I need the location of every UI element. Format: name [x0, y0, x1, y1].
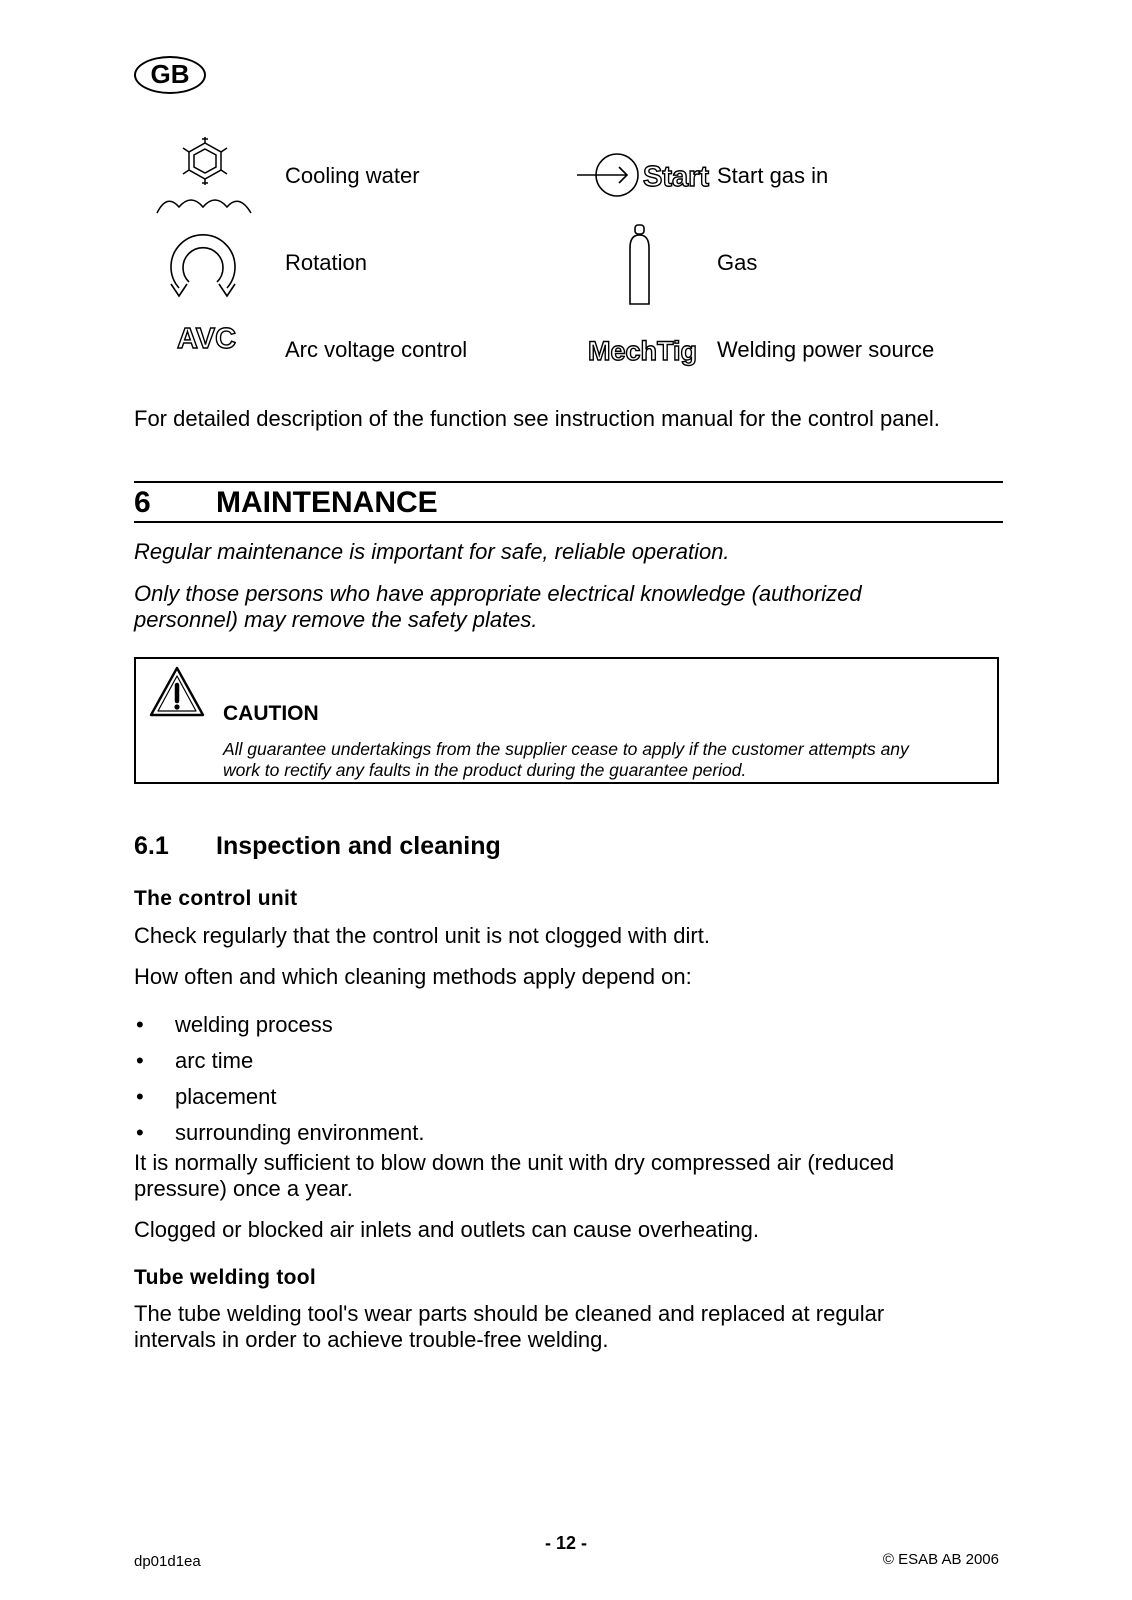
bullet-dot: •	[136, 1084, 144, 1109]
caution-text-line1: All guarantee undertakings from the supplier cease to apply if the customer attempts any	[223, 739, 909, 759]
control-unit-heading: The control unit	[134, 887, 298, 910]
section-6-title: MAINTENANCE	[216, 486, 438, 519]
start-icon-text: Start	[643, 161, 710, 193]
bullet-item: surrounding environment.	[175, 1120, 425, 1145]
bullet-dot: •	[136, 1120, 144, 1145]
authorized-personnel-line2: personnel) may remove the safety plates.	[134, 607, 538, 632]
tube-welding-tool-para-line1: The tube welding tool's wear parts should be cleaned and replaced at regular	[134, 1301, 885, 1326]
control-unit-para2: How often and which cleaning methods apply depend on:	[134, 964, 692, 989]
caution-text-line2: work to rectify any faults in the product during the guarantee period.	[223, 760, 747, 780]
country-badge: GB	[134, 56, 206, 94]
section-rule-bottom	[134, 521, 1003, 523]
mechtig-icon	[588, 330, 698, 370]
rotation-label: Rotation	[285, 250, 367, 275]
copyright-notice: © ESAB AB 2006	[882, 1551, 999, 1568]
gas-label: Gas	[717, 250, 758, 275]
bullet-item: welding process	[175, 1012, 333, 1037]
start-gas-in-icon	[575, 150, 710, 200]
page-number: - 12 -	[544, 1533, 587, 1553]
control-unit-para3-line1: It is normally sufficient to blow down the unit with dry compressed air (reduced	[134, 1150, 895, 1175]
intro-text: For detailed description of the function see instruction manual for the control panel.	[134, 406, 940, 431]
section-rule-top	[134, 481, 1003, 483]
control-unit-para4: Clogged or blocked air inlets and outlets can cause overheating.	[134, 1217, 759, 1242]
gas-cylinder-icon	[625, 222, 655, 306]
bullet-item: arc time	[175, 1048, 254, 1073]
start-gas-in-label: Start gas in	[717, 163, 829, 188]
welding-power-source-label: Welding power source	[717, 337, 935, 362]
rotation-icon	[165, 228, 245, 300]
cooling-water-icon	[155, 135, 255, 217]
tube-welding-tool-para-line2: intervals in order to achieve trouble-free welding.	[134, 1327, 609, 1352]
caution-title: CAUTION	[223, 702, 319, 725]
tube-welding-tool-heading: Tube welding tool	[134, 1266, 317, 1289]
maintenance-intro: Regular maintenance is important for safe, reliable operation.	[134, 539, 730, 564]
warning-triangle-icon	[148, 665, 206, 719]
bullet-dot: •	[136, 1048, 144, 1073]
mechtig-icon-text: MechTig	[588, 336, 698, 366]
bullet-item: placement	[175, 1084, 277, 1109]
document-code: dp01d1ea	[134, 1553, 201, 1570]
bullet-dot: •	[136, 1012, 144, 1037]
avc-icon	[175, 318, 245, 358]
section-6-number: 6	[134, 486, 151, 519]
arc-voltage-control-label: Arc voltage control	[285, 337, 468, 362]
control-unit-para1: Check regularly that the control unit is not clogged with dirt.	[134, 923, 710, 948]
section-6-1-title: Inspection and cleaning	[216, 832, 501, 860]
control-unit-para3-line2: pressure) once a year.	[134, 1176, 353, 1201]
cooling-water-label: Cooling water	[285, 163, 420, 188]
section-6-1-number: 6.1	[134, 832, 169, 860]
avc-icon-text: AVC	[177, 323, 237, 355]
authorized-personnel-line1: Only those persons who have appropriate electrical knowledge (authorized	[134, 581, 862, 606]
